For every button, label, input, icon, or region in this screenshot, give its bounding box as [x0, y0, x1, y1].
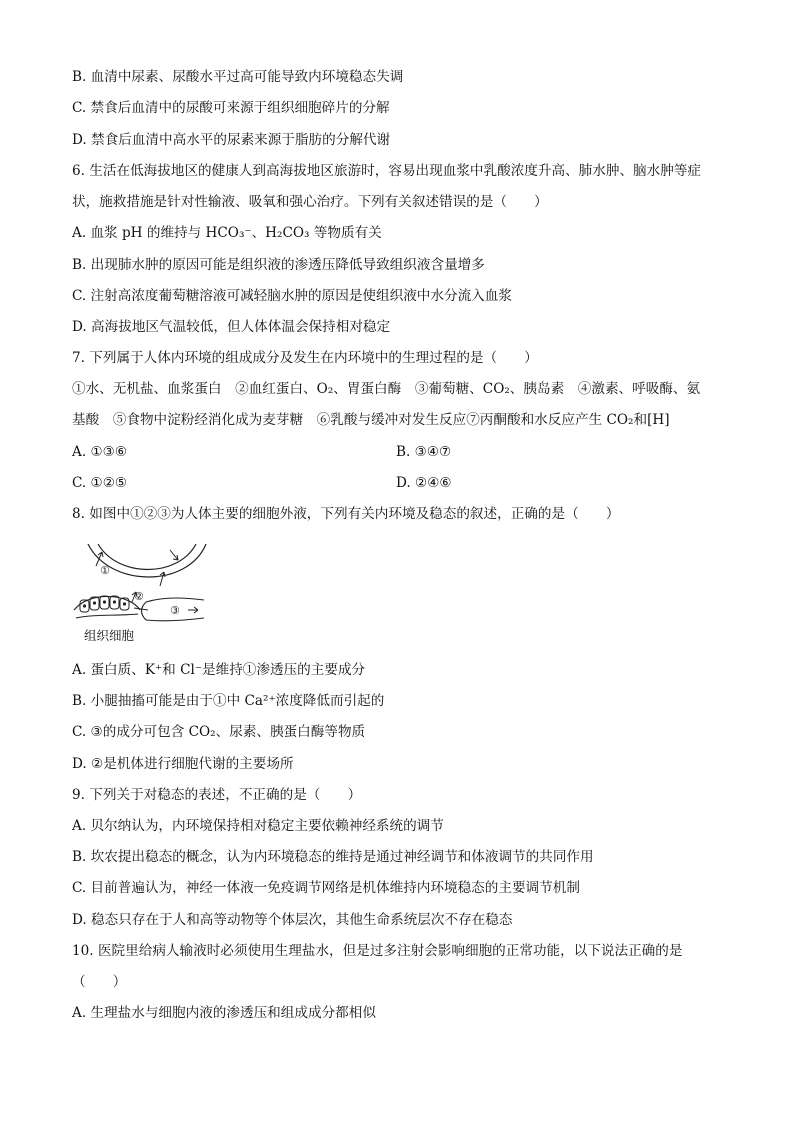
q10-option-a: A. 生理盐水与细胞内液的渗透压和组成成分都相似	[72, 1005, 376, 1021]
q10-stem-line2: （ ）	[72, 974, 127, 990]
q7-option-c: C. ①②⑤	[72, 475, 128, 491]
diagram-label-1: ①	[100, 564, 110, 577]
q6-option-b: B. 出现肺水肿的原因可能是组织液的渗透压降低导致组织液含量增多	[72, 257, 485, 273]
q9-option-d: D. 稳态只存在于人和高等动物等个体层次，其他生命系统层次不存在稳态	[72, 912, 513, 928]
q6-stem-line1: 6. 生活在低海拔地区的健康人到高海拔地区旅游时，容易出现血浆中乳酸浓度升高、肺水肿、脑水肿等症	[72, 163, 702, 179]
q5-option-c: C. 禁食后血清中的尿酸可来源于组织细胞碎片的分解	[72, 100, 390, 116]
q8-option-a: A. 蛋白质、K⁺和 Cl⁻是维持①渗透压的主要成分	[72, 662, 366, 678]
q7-option-a: A. ①③⑥	[72, 444, 128, 460]
q7-items-line1: ①水、无机盐、血浆蛋白 ②血红蛋白、O₂、胃蛋白酶 ③葡萄糖、CO₂、胰岛素 ④激素、呼吸酶、氨	[72, 381, 701, 397]
q7-option-d: D. ②④⑥	[396, 475, 452, 491]
q6-option-d: D. 高海拔地区气温较低，但人体体温会保持相对稳定	[72, 319, 391, 335]
q9-option-b: B. 坎农提出稳态的概念，认为内环境稳态的维持是通过神经调节和体液调节的共同作用	[72, 849, 594, 865]
diagram-label-2: ②	[134, 590, 144, 603]
q8-option-c: C. ③的成分可包含 CO₂、尿素、胰蛋白酶等物质	[72, 724, 366, 740]
q7-items-line2: 基酸 ⑤食物中淀粉经消化成为麦芽糖 ⑥乳酸与缓冲对发生反应⑦丙酮酸和水反应产生 CO₂和[H]	[72, 412, 670, 428]
q9-option-c: C. 目前普遍认为，神经一体液一免疫调节网络是机体维持内环境稳态的主要调节机制	[72, 880, 580, 896]
q7-option-b: B. ③④⑦	[396, 444, 452, 460]
q6-option-c: C. 注射高浓度葡萄糖溶液可减轻脑水肿的原因是使组织液中水分流入血浆	[72, 288, 512, 304]
q9-option-a: A. 贝尔纳认为，内环境保持相对稳定主要依赖神经系统的调节	[72, 818, 444, 834]
q10-stem-line1: 10. 医院里给病人输液时必须使用生理盐水，但是过多注射会影响细胞的正常功能，以下说法正确的是	[72, 943, 683, 959]
q7-stem: 7. 下列属于人体内环境的组成成分及发生在内环境中的生理过程的是（ ）	[72, 350, 538, 366]
q9-stem: 9. 下列关于对稳态的表述，不正确的是（ ）	[72, 787, 362, 803]
q8-option-b: B. 小腿抽搐可能是由于①中 Ca²⁺浓度降低而引起的	[72, 693, 385, 709]
q5-option-b: B. 血清中尿素、尿酸水平过高可能导致内环境稳态失调	[72, 69, 404, 85]
q8-stem: 8. 如图中①②③为人体主要的细胞外液，下列有关内环境及稳态的叙述，正确的是（ ）	[72, 506, 620, 522]
diagram-label-3: ③	[170, 604, 180, 617]
q5-option-d: D. 禁食后血清中高水平的尿素来源于脂肪的分解代谢	[72, 132, 391, 148]
q8-option-d: D. ②是机体进行细胞代谢的主要场所	[72, 756, 294, 772]
q6-option-a: A. 血浆 pH 的维持与 HCO₃⁻、H₂CO₃ 等物质有关	[72, 225, 382, 241]
diagram-caption: 组织细胞	[84, 628, 135, 643]
q6-stem-line2: 状，施救措施是针对性输液、吸氧和强心治疗。下列有关叙述错误的是（ ）	[72, 194, 548, 210]
